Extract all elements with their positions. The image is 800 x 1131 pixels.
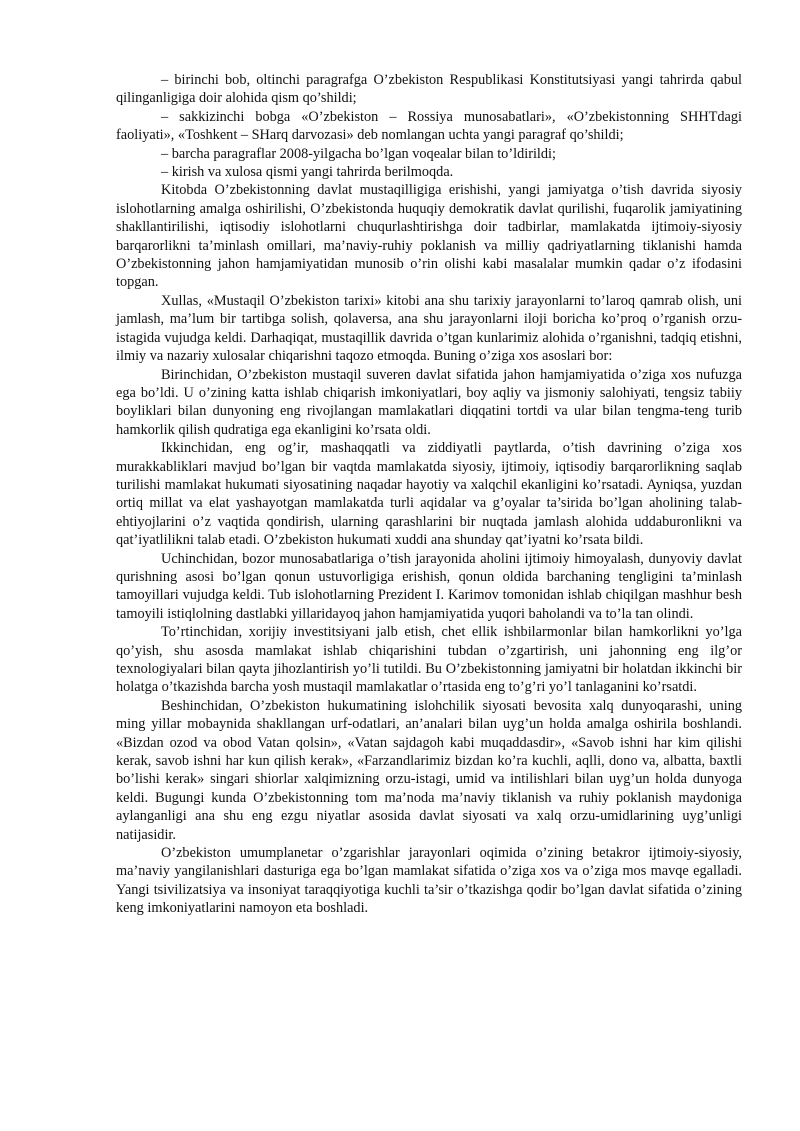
paragraph-fourth-reason: To’rtinchidan, xorijiy investitsiyani jalb etish, chet ellik ishbilarmonlar bilan hamkorlikni yo’lga qo’yish, shu asosda mamlakat ishlab chiqarishini tubdan o’zgartirish, uni jahonning eng ilg’or texnologiyalari bilan qayta jihozlantirish yo’li tutildi. Bu O’zbekistonning jamiyatni bir holatdan ikkinchi bir holatga o’tkazishda barcha yosh mustaqil mamlakatlar o’rtasida eng to’g’ri yo’l tanlaganini ko’rsatdi. bbox=[116, 624, 742, 696]
document-page bbox=[116, 71, 742, 918]
paragraph-third-reason: Uchinchidan, bozor munosabatlariga o’tish jarayonida aholini ijtimoiy himoyalash, dunyoviy davlat qurishning asosi bo’lgan qonun ustuvorligiga erishish, qonun oldida barchaning tengligini ta’minlash tamoyillari vujudga keldi. Tub islohotlarning Prezident I. Karimov tomonidan ishlab chiqilgan mashhur besh tamoyili istiqlolning dastlabki yillaridayoq jahon hamjamiyatida yuqori baholandi va to’la tan olindi. bbox=[116, 550, 742, 622]
list-item-paragraphs-updated: – barcha paragraflar 2008-yilgacha bo’lgan voqealar bilan to’ldirildi; bbox=[161, 145, 556, 162]
paragraph-fifth-reason: Beshinchidan, O’zbekiston hukumatining islohchilik siyosati bevosita xalq dunyoqarashi, uning ming yillar mobaynida shakllangan urf-odatlari, an’analari bilan uyg’un holda amalga oshirila boshlandi. «Bizdan ozod va obod Vatan qolsin», «Vatan sajdagoh kabi muqaddasdir», «Savob ishni har kim qilishi kerak, savob ishni har kun qilish kerak», «Farzandlarimiz bizdan ko’ra kuchli, aqlli, dono va, albatta, baxtli bo’lishi kerak» singari shiorlar xalqimizning orzu-istagi, umid va intilishlari bilan uyg’un holda dunyoga keldi. Bugungi kunda O’zbekistonning tom ma’noda ma’naviy tiklanish va ruhiy poklanish maydoniga aylanganligi ana shu eng ezgu niyatlar asosida davlat siyosati va xalq orzu-umidlarining uyg’unligi natijasidir. bbox=[116, 697, 742, 843]
list-item-chapter-eight: – sakkizinchi bobga «O’zbekiston – Rossiya munosabatlari», «O’zbekistonning SHHTdagi faoliyati», «Toshkent – SHarq darvozasi» deb nomlangan uchta yangi paragraf qo’shildi; bbox=[116, 108, 742, 144]
paragraph-summary: Xullas, «Mustaqil O’zbekiston tarixi» kitobi ana shu tarixiy jarayonlarni to’laroq qamrab olish, uni jamlash, ma’lum bir tartibga solish, qolaversa, ana shu jarayonlarni iloji boricha ko’proq o’rganish orzu-istagida vujudga keldi. Darhaqiqat, mustaqillik davrida o’tgan kunlarimiz alohida o’rganishni, tadqiq etishni, ilmiy va nazariy xulosalar chiqarishni taqozo etmoqda. Buning o’ziga xos asoslari bor: bbox=[116, 292, 742, 365]
paragraph-book-contents: Kitobda O’zbekistonning davlat mustaqilligiga erishishi, yangi jamiyatga o’tish davrida siyosiy islohotlarning amalga oshirilishi, O’zbekistonda huquqiy demokratik davlat qurilishi, fuqarolik jamiyatining shakllantirilishi, iqtisodiy islohotlarni chuqurlashtirishga doir tadbirlar, mamlakatda ijtimoiy-siyosiy barqarorlikni ta’minlash omillari, ma’naviy-ruhiy poklanish va milliy qadriyatlarning tiklanishi hamda O’zbekistonning jahon hamjamiyatidan munosib o’rin olishi kabi masalalar mumkin qadar o’z ifodasini topgan. bbox=[116, 182, 742, 291]
paragraph-first-reason: Birinchidan, O’zbekiston mustaqil suveren davlat sifatida jahon hamjamiyatida o’ziga xos nufuzga ega bo’ldi. U o’zining katta ishlab chiqarish imkoniyatlari, boy aqliy va jismoniy salohiyati, tengsiz tabiiy boyliklari bilan dunyoning eng rivojlangan mamlakatlari diqqatini tortdi va ular bilan tengma-teng turib hamkorlik qilish qudratiga ega ekanligini ko’rsata oldi. bbox=[116, 366, 742, 438]
paragraph-conclusion: O’zbekiston umumplanetar o’zgarishlar jarayonlari oqimida o’zining betakror ijtimoiy-siyosiy, ma’naviy yangilanishlari dasturiga ega bo’lgan mamlakat sifatida o’ziga xos va o’ziga mos mavqe egalladi. Yangi tsivilizatsiya va insoniyat taraqqiyotiga kuchli ta’sir o’tkazishga qodir bo’lgan davlat sifatida o’zining keng imkoniyatlarini namoyon eta boshladi. bbox=[116, 845, 742, 917]
paragraph-second-reason: Ikkinchidan, eng og’ir, mashaqqatli va ziddiyatli paytlarda, o’tish davrining o’ziga xos murakkabliklari mavjud bo’lgan bir vaqtda mamlakatda siyosiy, ijtimoiy, iqtisodiy barqarorlikning saqlab turilishi mamlakat hukumati siyosatining naqadar hayotiy va xalqchil ekanligini ko’rsatadi. Ayniqsa, yuzdan ortiq millat va elat yashayotgan mamlakatda turli aqidalar va g’oyalar ta’sirida bo’lgan aholining talab-ehtiyojlarini o’z vaqtida qondirish, ularning qarashlarini bir nuqtada jamlash alohida uddaburonlikni va qat’iyatlilikni talab etadi. O’zbekiston hukumati xuddi ana shunday qat’iyatni ko’rsata bildi. bbox=[116, 440, 742, 549]
list-item-chapter-one: – birinchi bob, oltinchi paragrafga O’zbekiston Respublikasi Konstitutsiyasi yangi tahrirda qabul qilinganligiga doir alohida qism qo’shildi; bbox=[116, 72, 742, 107]
list-item-intro-conclusion: – kirish va xulosa qismi yangi tahrirda berilmoqda. bbox=[161, 164, 454, 181]
